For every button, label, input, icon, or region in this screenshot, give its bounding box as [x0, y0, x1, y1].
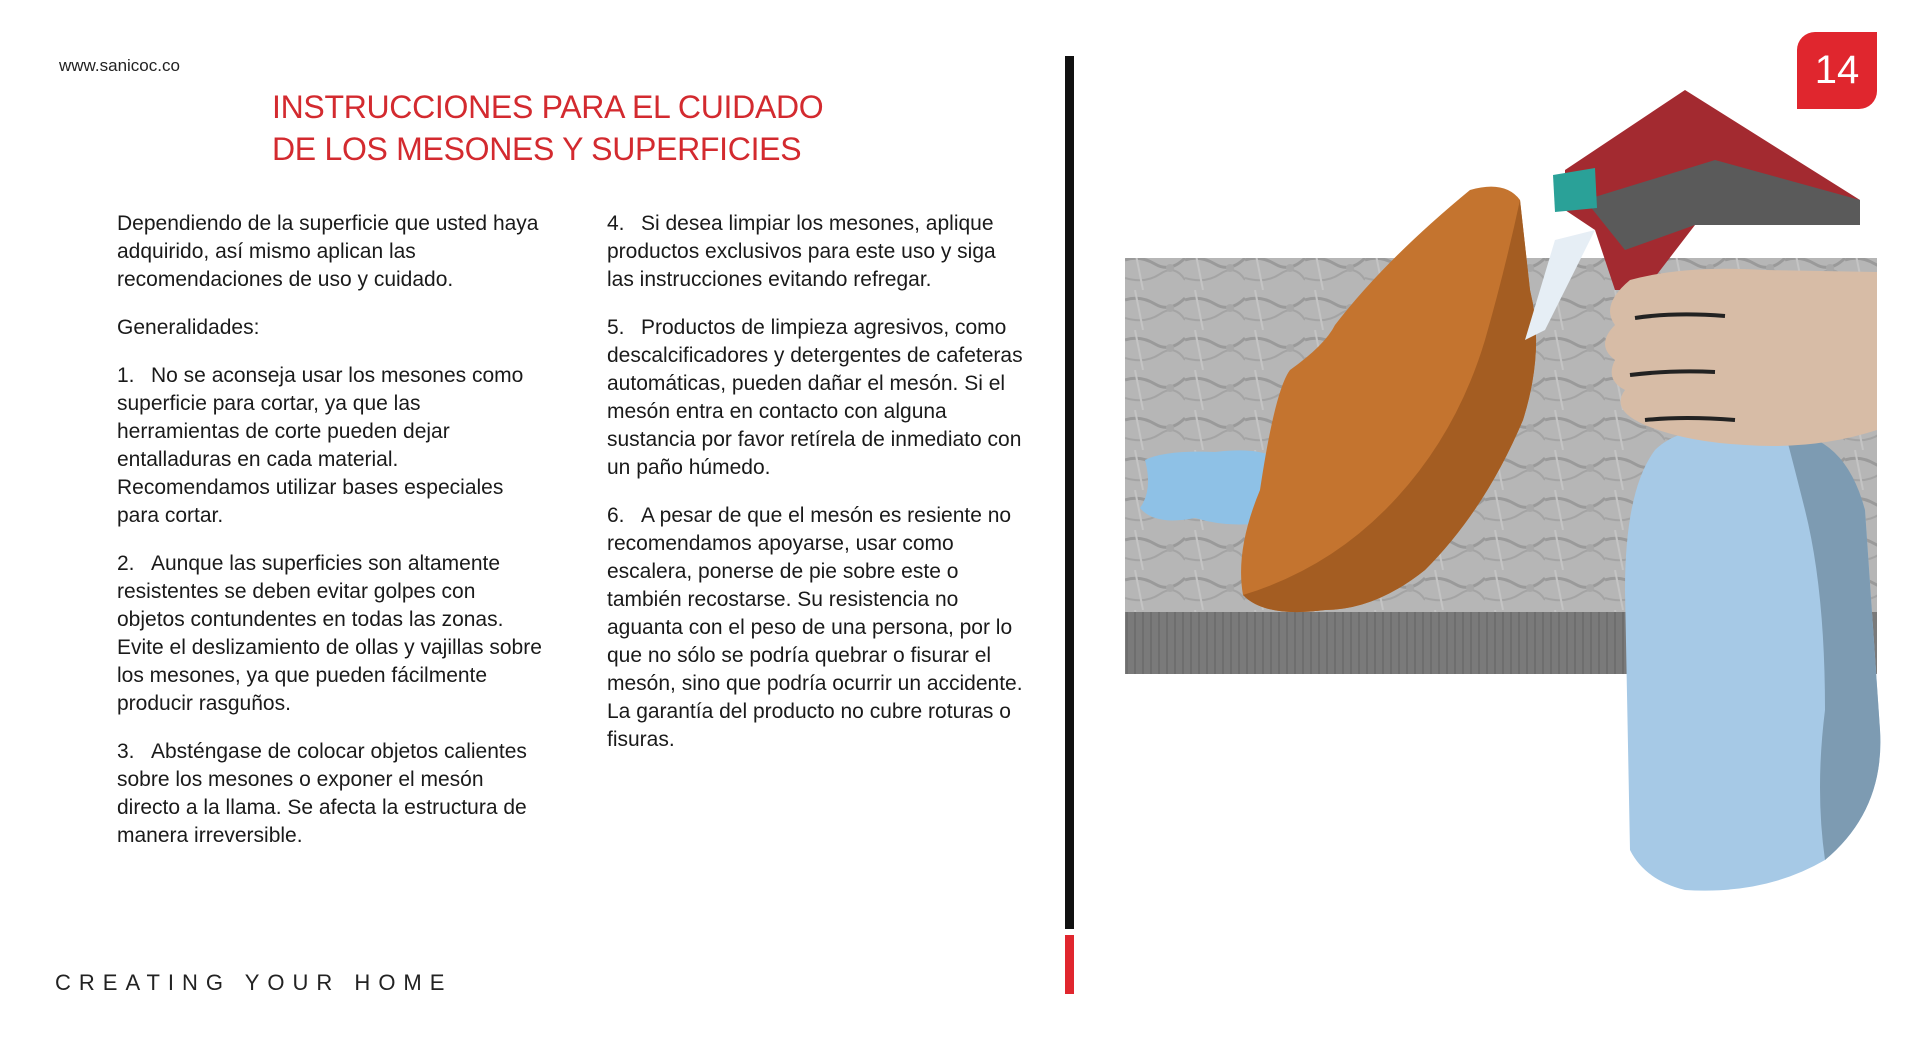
title-line-2: DE LOS MESONES Y SUPERFICIES [272, 131, 802, 167]
item-number: 4. [607, 212, 625, 235]
item-number: 1. [117, 364, 135, 387]
list-item [117, 550, 547, 718]
item-text: Aunque las superficies son altamente resistentes se deben evitar golpes con objetos contundentes en todas las zonas. Evite el deslizamiento de ollas y vajillas sobre los mesones, ya que pueden fácilmente producir rasguños. [117, 552, 542, 715]
spray-bottle-cleaning-icon [1125, 90, 1885, 900]
subheading-generalidades: Generalidades: [117, 316, 260, 339]
item-text: A pesar de que el mesón es resiente no recomendamos apoyarse, usar como escalera, ponerse de pie sobre este o también recostarse. Su resistencia no aguanta con el peso de una persona, por lo que no sólo se podría quebrar o fisurar el mesón, sino que podría ocurrir un accidente. La garantía del producto no cubre roturas o fisuras. [607, 504, 1023, 751]
list-item [607, 210, 1027, 294]
item-text: No se aconseja usar los mesones como superficie para cortar, ya que las herramientas de corte pueden dejar entalladuras en cada material. Recomendamos utilizar bases especiales para cortar. [117, 364, 524, 527]
item-number: 2. [117, 552, 135, 575]
nozzle-tip [1553, 168, 1597, 212]
list-item [607, 314, 1027, 482]
website-url: www.sanicoc.co [59, 56, 180, 75]
vertical-divider-red [1065, 935, 1074, 994]
title-line-1: INSTRUCCIONES PARA EL CUIDADO [272, 89, 824, 125]
item-text: Productos de limpieza agresivos, como descalcificadores y detergentes de cafeteras automáticas, pueden dañar el mesón. Si el mesón entra en contacto con alguna sustancia por favor retírela de inmediato con un paño húmedo. [607, 316, 1023, 479]
list-item [117, 738, 547, 850]
page-title [272, 86, 823, 170]
item-number: 5. [607, 316, 625, 339]
footer-tagline: CREATING YOUR HOME [55, 970, 453, 995]
intro-paragraph: Dependiendo de la superficie que usted haya adquirido, así mismo aplican las recomendaciones de uso y cuidado. [117, 212, 539, 291]
left-column [117, 210, 547, 870]
vertical-divider-black [1065, 56, 1074, 929]
item-number: 6. [607, 504, 625, 527]
item-number: 3. [117, 740, 135, 763]
item-text: Si desea limpiar los mesones, aplique productos exclusivos para este uso y siga las instrucciones evitando refregar. [607, 212, 996, 291]
list-item [607, 502, 1027, 754]
item-text: Absténgase de colocar objetos calientes sobre los mesones o exponer el mesón directo a la llama. Se afecta la estructura de manera irreversible. [117, 740, 527, 847]
page-number-badge: 14 [1797, 32, 1877, 109]
list-item [117, 362, 547, 530]
right-column [607, 210, 1027, 774]
